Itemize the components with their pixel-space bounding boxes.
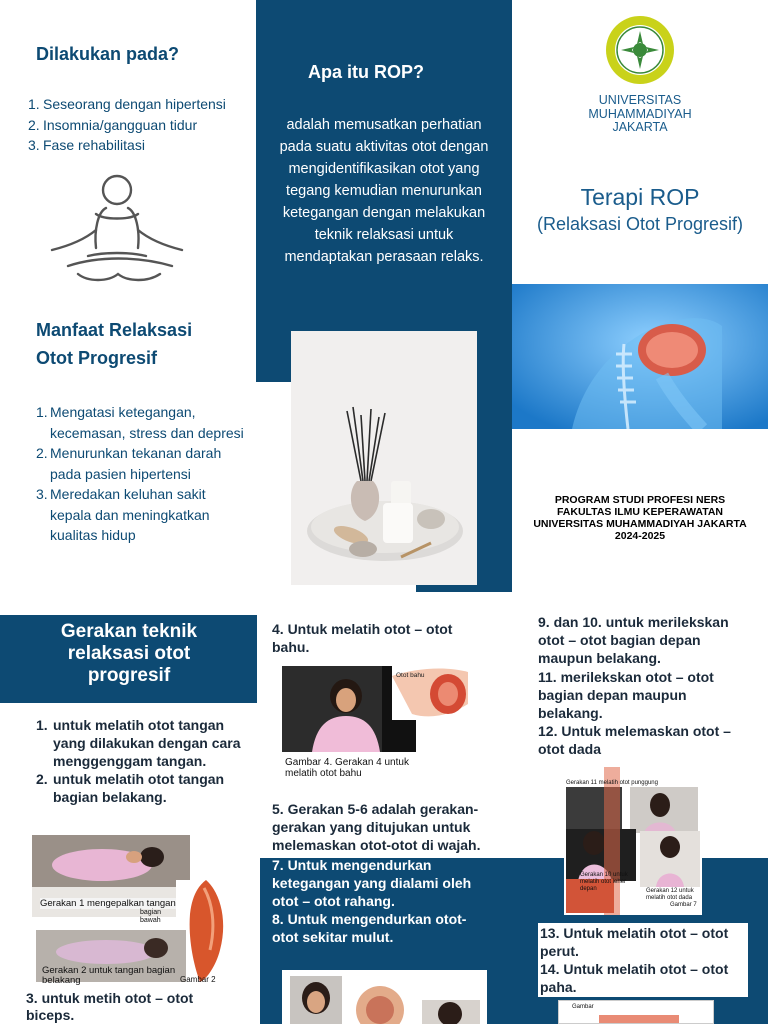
- shoulder-anatomy-photo: [512, 284, 768, 429]
- brochure-subtitle: (Relaksasi Otot Progresif): [536, 214, 744, 234]
- program-line3: UNIVERSITAS MUHAMMADIYAH JAKARTA: [533, 518, 747, 530]
- heading-what-is-rop: Apa itu ROP?: [308, 62, 424, 82]
- list-item: 1. Seseorang dengan hipertensi: [28, 96, 226, 112]
- caption-movement-1: Gerakan 1 mengepalkan tangan: [40, 898, 176, 909]
- list-item: 1. untuk melatih otot tangan yang dilakukan dengan cara menggenggam tangan.: [36, 717, 241, 769]
- caption-movement-1b: bagian bawah: [140, 909, 162, 924]
- program-line1: PROGRAM STUDI PROFESI NERS: [554, 494, 726, 506]
- program-line4: 2024-2025: [614, 530, 666, 542]
- heading-done-on: Dilakukan pada?: [36, 44, 180, 64]
- step-8-text: 8. Untuk mengendurkan otot-otot sekitar mulut.: [272, 911, 467, 945]
- university-line3: JAKARTA: [612, 120, 668, 134]
- face-exercise-photo: [282, 970, 487, 1024]
- step-7-text: 7. Untuk mengendurkan ketegangan yang dialami oleh otot – otot rahang.: [272, 857, 472, 909]
- collage-caption-middle: Gerakan 10 untuk melatih otot leher depan: [580, 872, 628, 892]
- benefits-list: [36, 402, 248, 546]
- step-13-text: 13. Untuk melatih otot – otot perut.: [538, 923, 748, 961]
- heading-technique: Gerakan teknik relaksasi otot progresif: [60, 621, 198, 686]
- university-line2: MUHAMMADIYAH: [588, 106, 692, 121]
- step-5-text: 5. Gerakan 5-6 adalah gerakan-gerakan yang ditujukan untuk melemaskan otot-otot di wajah.: [272, 801, 481, 853]
- program-line2: FAKULTAS ILMU KEPERAWATAN: [556, 506, 724, 518]
- step-12-text: 12. Untuk melemaskan otot – otot dada: [538, 723, 731, 757]
- step-3-text: 3. untuk metih otot – otot biceps.: [26, 990, 194, 1023]
- list-item: 1. Mengatasi ketegangan, kecemasan, stress dan depresi: [36, 404, 244, 441]
- technique-steps-list: [36, 716, 242, 806]
- university-name: [580, 94, 700, 135]
- university-logo: [605, 14, 675, 86]
- program-info: [518, 494, 762, 542]
- list-item: 3. Meredakan keluhan sakit kepala dan meningkatkan kualitas hidup: [36, 486, 210, 543]
- brochure-title: Terapi ROP: [580, 184, 700, 210]
- list-item: 2. Insomnia/gangguan tidur: [28, 116, 198, 133]
- heading-benefits: [36, 316, 192, 372]
- step-4-text: 4. Untuk melatih otot – otot bahu.: [272, 621, 453, 655]
- list-item: 2. untuk melatih otot tangan bagian belakang.: [36, 771, 225, 805]
- shoulder-photo-tag: Otot bahu: [396, 672, 425, 679]
- caption-figure-2: Gambar 2: [180, 975, 216, 984]
- collage-caption-bottom: Gerakan 12 untuk melatih otot dada: [646, 888, 694, 901]
- heading-benefits-line2: Otot Progresif: [36, 348, 158, 368]
- heading-benefits-line1: Manfaat Relaksasi: [36, 320, 193, 340]
- meditation-figure-icon: [48, 170, 188, 288]
- step-14-text: 14. Untuk melatih otot – otot paha.: [538, 959, 748, 997]
- step-9-text: 9. dan 10. untuk merilekskan otot – otot bagian depan maupun belakang.: [538, 614, 729, 666]
- caption-movement-2: Gerakan 2 untuk tangan bagian belakang: [42, 965, 176, 986]
- list-item: 3. Fase rehabilitasi: [28, 137, 145, 153]
- collage-caption-top: Gerakan 11 melatih otot punggung: [566, 780, 658, 786]
- rop-definition: adalah memusatkan perhatian pada suatu aktivitas otot dengan mengidentifikasikan otot yang tegang kemudian menurunkan ketegangan dengan melakukan teknik relaksasi untuk mendaptakan perasaan relaks.: [279, 117, 489, 265]
- done-on-list: [28, 94, 248, 156]
- university-line1: UNIVERSITAS: [598, 93, 682, 107]
- caption-movement-4: Gambar 4. Gerakan 4 untuk melatih otot bahu: [285, 757, 409, 779]
- aromatherapy-photo: [291, 331, 477, 585]
- bottom-photo-label: Gambar: [572, 1004, 594, 1010]
- collage-figure-label: Gambar 7: [670, 902, 697, 908]
- step-11-text: 11. merilekskan otot – otot bagian depan maupun belakang.: [538, 669, 714, 721]
- list-item: 2. Menurunkan tekanan darah pada pasien hipertensi: [36, 445, 222, 482]
